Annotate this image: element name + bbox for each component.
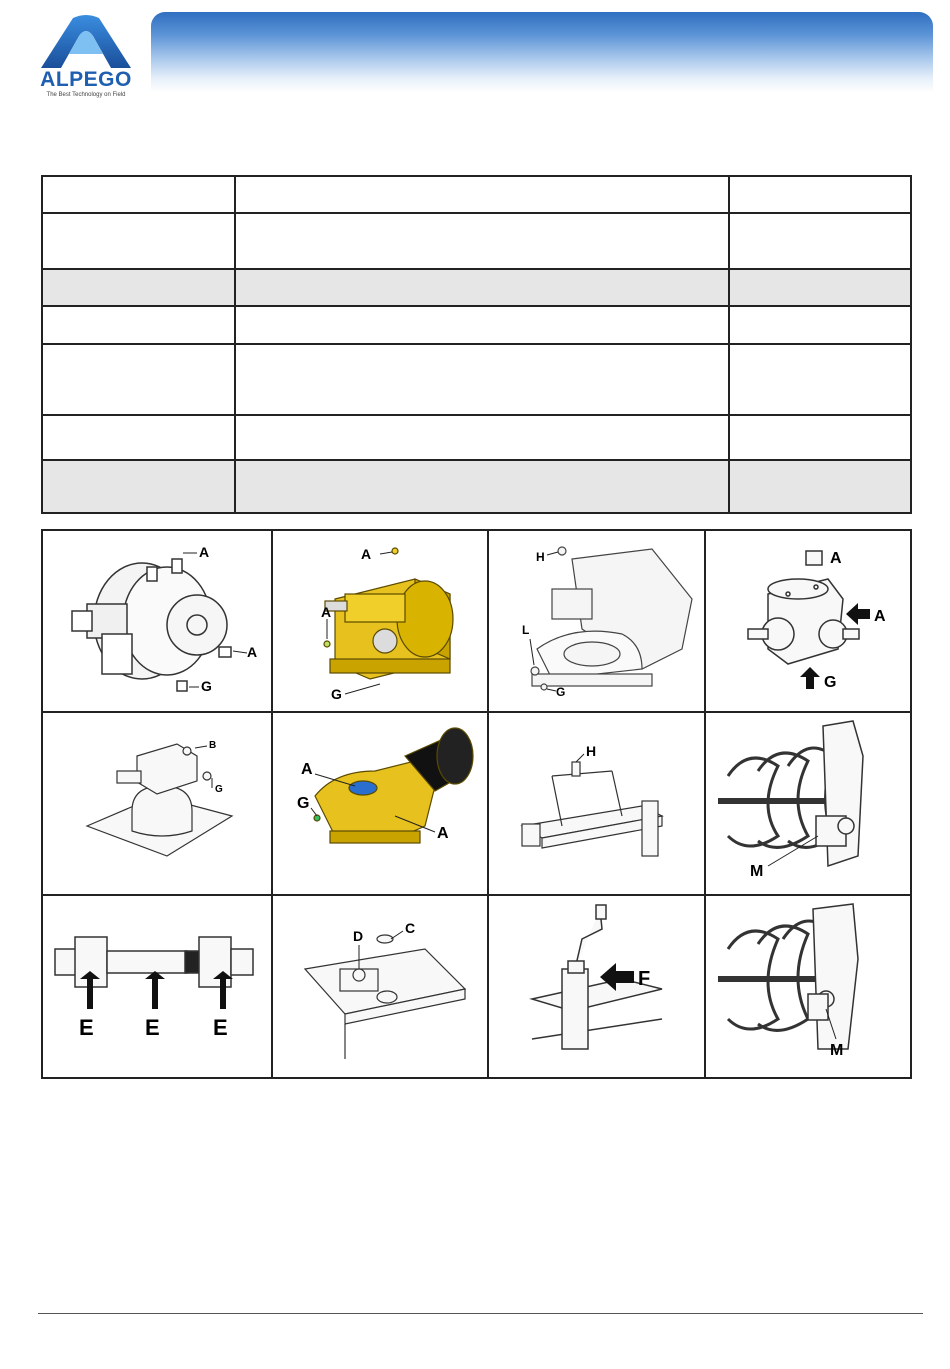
callout-label: A	[830, 549, 842, 567]
callout-label: G	[201, 677, 212, 694]
callout-label: E	[78, 1015, 94, 1040]
figure-angle-gearbox	[705, 530, 911, 712]
callout-label: D	[353, 928, 364, 944]
table-row	[42, 460, 911, 513]
brand-name: ALPEGO	[40, 68, 132, 91]
table-row	[42, 306, 911, 344]
callout-label: A	[321, 603, 332, 620]
figure-row	[42, 895, 911, 1078]
callout-label: G	[555, 684, 565, 699]
callout-label: G	[331, 685, 342, 702]
callout-label: A	[361, 545, 372, 562]
figure-row	[42, 712, 911, 895]
header-banner	[151, 12, 933, 92]
figure-hitch-frame	[488, 712, 705, 895]
callout-label: L	[521, 622, 529, 637]
footer-divider	[38, 1313, 923, 1314]
table-row	[42, 415, 911, 460]
callout-label: H	[535, 549, 545, 564]
callout-label: A	[437, 825, 449, 842]
figure-pto-shaft	[42, 895, 272, 1078]
callout-label: A	[874, 607, 886, 625]
figure-jack-crank	[488, 895, 705, 1078]
callout-label: E	[212, 1015, 228, 1040]
table-row	[42, 213, 911, 269]
figure-gearbox-housing	[488, 530, 705, 712]
figure-rotor-side-2	[705, 895, 911, 1078]
callout-label: A	[301, 761, 313, 778]
callout-label: F	[637, 968, 650, 990]
callout-label: B	[209, 740, 217, 751]
callout-label: G	[824, 673, 837, 691]
figure-gearbox-yellow	[272, 530, 488, 712]
callout-label: A	[199, 543, 210, 560]
table-row	[42, 269, 911, 306]
specification-table	[41, 175, 912, 514]
callout-label: G	[215, 784, 223, 795]
callout-label: A	[247, 643, 258, 660]
callout-label: G	[297, 795, 310, 812]
brand-tagline: The Best Technology on Field	[46, 92, 126, 98]
brand-logo	[27, 14, 145, 98]
callout-label: H	[585, 743, 596, 759]
figure-mount-plate	[272, 895, 488, 1078]
figure-gearbox-plate	[42, 712, 272, 895]
callout-label: M	[750, 863, 764, 880]
figure-gearbox-1	[42, 530, 272, 712]
logo-mark-icon	[33, 14, 139, 72]
figure-gearbox-motor	[272, 712, 488, 895]
table-row	[42, 344, 911, 415]
callout-label: C	[405, 920, 416, 936]
figure-row	[42, 530, 911, 712]
callout-label: M	[830, 1042, 844, 1059]
figure-grid	[41, 529, 912, 1079]
figure-rotor-side-1	[705, 712, 911, 895]
table-row	[42, 176, 911, 213]
callout-label: E	[144, 1015, 160, 1040]
